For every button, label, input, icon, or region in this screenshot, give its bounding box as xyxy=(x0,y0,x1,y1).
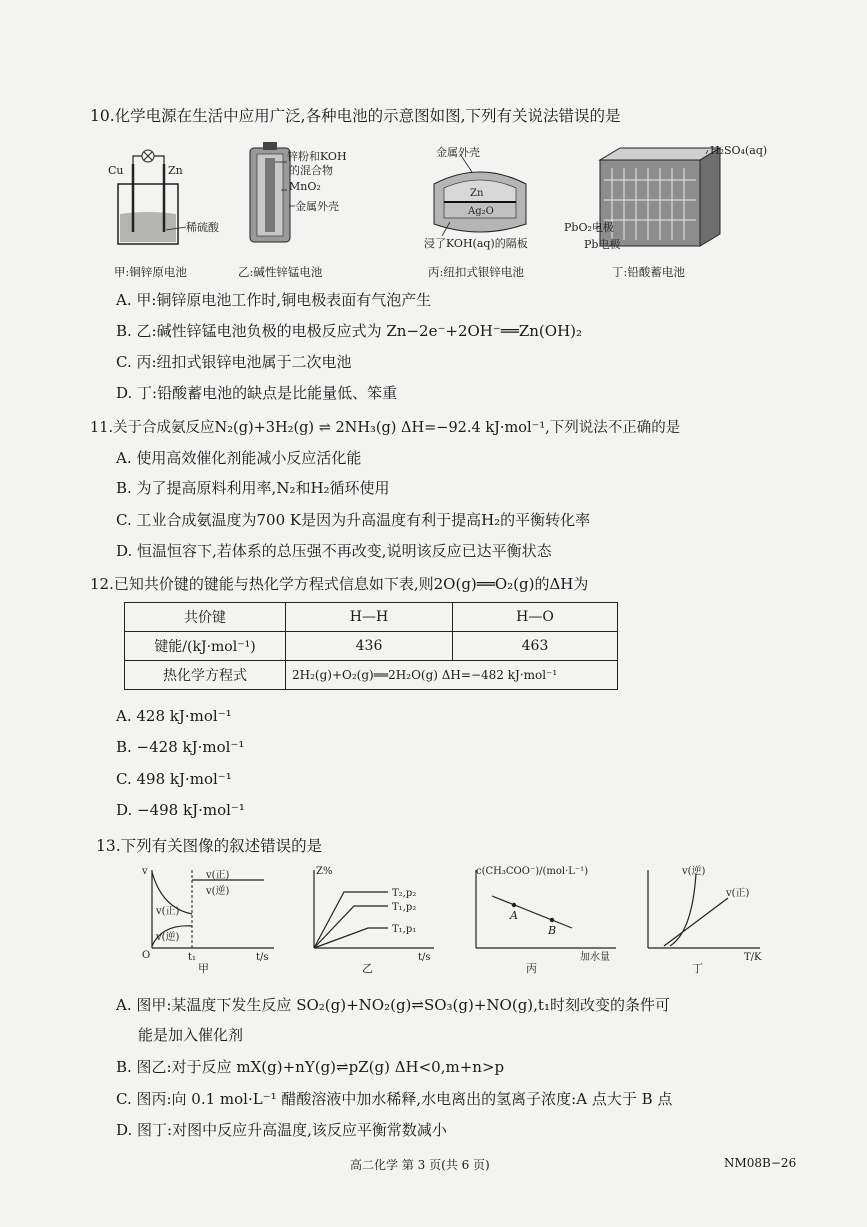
q10-option-c: C. 丙:纽扣式银锌电池属于二次电池 xyxy=(116,353,352,371)
jia-caption: 甲 xyxy=(198,962,209,975)
q11-option-d: D. 恒温恒容下,若体系的总压强不再改变,说明该反应已达平衡状态 xyxy=(116,542,552,560)
table-row xyxy=(125,632,618,661)
table-header-ho: H—O xyxy=(453,603,618,632)
q12-option-d: D. −498 kJ·mol⁻¹ xyxy=(116,801,245,819)
graph-yi xyxy=(300,862,440,977)
footer-code: NM08B−26 xyxy=(724,1156,797,1170)
jia-y-label: v xyxy=(142,866,148,877)
caption-yi: 乙:碱性锌锰电池 xyxy=(238,265,323,279)
q13-option-a: A. 图甲:某温度下发生反应 SO₂(g)+NO₂(g)⇌SO₃(g)+NO(g),t₁时刻改变的条件可 xyxy=(116,996,670,1014)
yi-line-2: T₁,p₂ xyxy=(392,902,417,913)
mno2-label: MnO₂ xyxy=(289,180,321,193)
yi-y-label: Z% xyxy=(316,866,333,877)
button-cell-figure xyxy=(420,144,550,254)
bing-point-a: A xyxy=(510,909,518,922)
jia-v-forward-top: v(正) xyxy=(206,870,230,881)
table-row xyxy=(125,661,618,690)
h2so4-label: H₂SO₄(aq) xyxy=(710,144,768,157)
table-label-equation: 热化学方程式 xyxy=(125,661,286,690)
bond-energy-table xyxy=(124,602,618,690)
zn-electrode-label: Zn xyxy=(470,188,484,199)
q10-option-a: A. 甲:铜锌原电池工作时,铜电极表面有气泡产生 xyxy=(116,291,432,309)
q11-option-b: B. 为了提高原料利用率,N₂和H₂循环使用 xyxy=(116,479,390,497)
pbo2-label: PbO₂电极 xyxy=(564,221,614,234)
alkaline-battery-figure xyxy=(245,140,395,250)
bing-x-label: 加水量 xyxy=(580,952,610,963)
jia-t1: t₁ xyxy=(188,952,197,963)
q13-option-b: B. 图乙:对于反应 mX(g)+nY(g)⇌pZ(g) ΔH<0,m+n>p xyxy=(116,1058,505,1076)
q13-stem: 13.下列有关图像的叙述错误的是 xyxy=(96,837,323,855)
graph-jia xyxy=(140,862,280,977)
jia-origin: O xyxy=(142,950,151,961)
q12-stem: 12.已知共价键的键能与热化学方程式信息如下表,则2O(g)══O₂(g)的ΔH为 xyxy=(90,575,589,593)
q10-stem: 10.化学电源在生活中应用广泛,各种电池的示意图如图,下列有关说法错误的是 xyxy=(90,107,621,125)
separator-label: 浸了KOH(aq)的隔板 xyxy=(424,237,528,250)
metal-shell-2-label: 金属外壳 xyxy=(436,146,480,159)
zn-label: Zn xyxy=(168,164,183,177)
q13-option-c: C. 图丙:向 0.1 mol·L⁻¹ 醋酸溶液中加水稀释,水电离出的氢离子浓度:A 点大于 B 点 xyxy=(116,1090,673,1108)
caption-jia: 甲:铜锌原电池 xyxy=(114,265,187,279)
q11-option-a: A. 使用高效催化剂能减小反应活化能 xyxy=(116,449,362,467)
yi-line-3: T₁,p₁ xyxy=(392,924,417,935)
ding-line-2: v(正) xyxy=(726,888,750,899)
lead-acid-battery-figure xyxy=(560,140,800,260)
jia-v-reverse: v(逆) xyxy=(156,932,180,943)
cu-zn-cell-figure xyxy=(108,144,218,254)
q11-stem: 11.关于合成氨反应N₂(g)+3H₂(g) ⇌ 2NH₃(g) ΔH=−92.4 kJ·mol⁻¹,下列说法不正确的是 xyxy=(90,420,681,436)
dilute-acid-label: 稀硫酸 xyxy=(186,221,219,234)
table-header-hh: H—H xyxy=(286,603,453,632)
q11-option-c: C. 工业合成氨温度为700 K是因为升高温度有利于提高H₂的平衡转化率 xyxy=(116,511,591,529)
table-label-energy: 键能/(kJ·mol⁻¹) xyxy=(125,632,286,661)
zinc-powder-label-2: 的混合物 xyxy=(289,164,333,177)
q12-option-b: B. −428 kJ·mol⁻¹ xyxy=(116,738,245,756)
table-header-bond: 共价键 xyxy=(125,603,286,632)
ag2o-label: Ag₂O xyxy=(468,206,494,217)
ding-x-label: T/K xyxy=(744,952,762,963)
zinc-powder-label: 锌粉和KOH xyxy=(287,150,347,163)
q10-option-d: D. 丁:铅酸蓄电池的缺点是比能量低、笨重 xyxy=(116,384,398,402)
q12-option-c: C. 498 kJ·mol⁻¹ xyxy=(116,770,232,788)
cu-label: Cu xyxy=(108,164,124,177)
caption-ding: 丁:铅酸蓄电池 xyxy=(612,265,685,279)
q13-option-d: D. 图丁:对图中反应升高温度,该反应平衡常数减小 xyxy=(116,1121,447,1139)
q13-option-a-cont: 能是加入催化剂 xyxy=(138,1026,244,1044)
footer-page: 高二化学 第 3 页(共 6 页) xyxy=(350,1158,490,1172)
bing-caption: 丙 xyxy=(526,962,537,975)
bing-point-b: B xyxy=(548,924,557,937)
yi-caption: 乙 xyxy=(362,962,373,975)
bing-y-label: c(CH₃COO⁻)/(mol·L⁻¹) xyxy=(476,866,589,877)
q12-option-a: A. 428 kJ·mol⁻¹ xyxy=(116,707,232,725)
graph-bing xyxy=(462,862,622,977)
graph-ding xyxy=(634,862,774,977)
jia-v-reverse-top: v(逆) xyxy=(206,886,230,897)
q10-option-b: B. 乙:碱性锌锰电池负极的电极反应式为 Zn−2e⁻+2OH⁻══Zn(OH)₂ xyxy=(116,322,583,340)
table-row xyxy=(125,603,618,632)
table-value-equation: 2H₂(g)+O₂(g)══2H₂O(g) ΔH=−482 kJ·mol⁻¹ xyxy=(286,661,618,690)
ding-caption: 丁 xyxy=(692,962,703,975)
jia-v-forward: v(正) xyxy=(156,906,180,917)
metal-shell-label: 金属外壳 xyxy=(295,200,339,213)
yi-line-1: T₂,p₂ xyxy=(392,888,417,899)
caption-bing: 丙:纽扣式银锌电池 xyxy=(428,265,524,279)
jia-x-label: t/s xyxy=(256,952,269,963)
yi-x-label: t/s xyxy=(418,952,431,963)
ding-line-1: v(逆) xyxy=(682,866,706,877)
table-value-ho: 463 xyxy=(453,632,618,661)
table-value-hh: 436 xyxy=(286,632,453,661)
pb-label: Pb电极 xyxy=(584,238,621,251)
